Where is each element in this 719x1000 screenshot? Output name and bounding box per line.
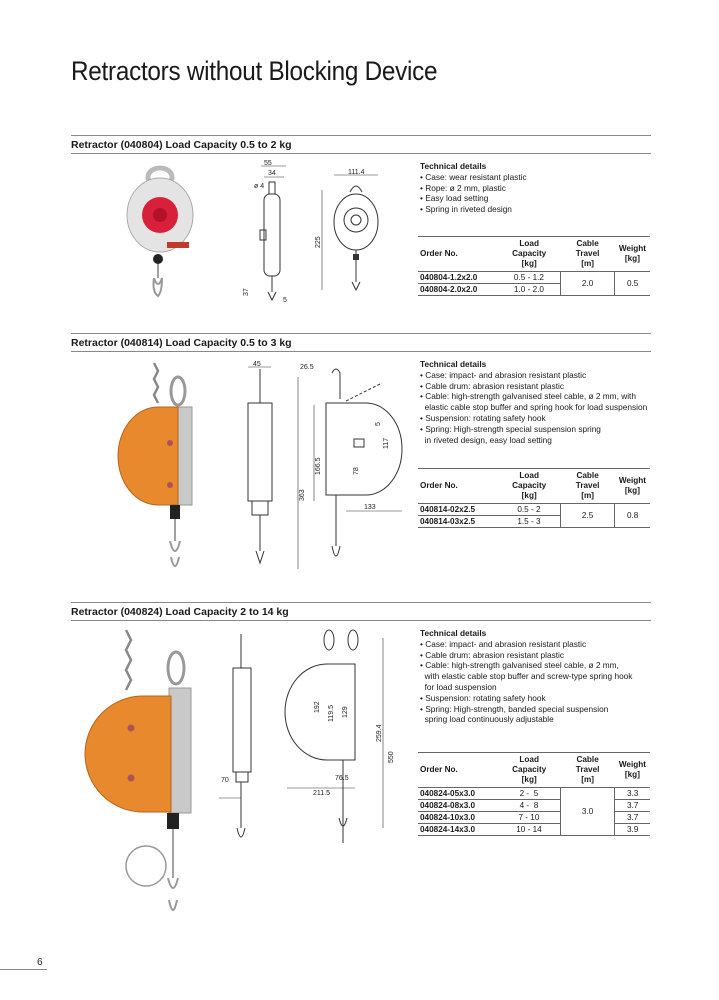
technical-details <box>420 161 660 215</box>
tech-item: • Cable: high-strength galvanised steel cable, ø 2 mm, with <box>420 391 636 402</box>
divider <box>0 969 47 970</box>
load-capacity: 0.5 - 1.2 <box>498 272 560 284</box>
svg-text:192: 192 <box>314 701 321 713</box>
tech-item: for load suspension <box>420 681 497 692</box>
cable-travel: 2.5 <box>560 504 614 528</box>
side-view-drawing <box>236 160 296 305</box>
divider <box>71 602 651 603</box>
section-040824 <box>71 602 651 947</box>
side-view-drawing <box>243 361 293 576</box>
divider <box>71 620 651 621</box>
order-no: 040824-05x3.0 <box>418 788 498 800</box>
tech-item: • Suspension: rotating safety hook <box>420 412 546 423</box>
front-view-drawing <box>283 628 403 853</box>
svg-text:ø 4: ø 4 <box>254 183 265 190</box>
table-row <box>418 272 650 284</box>
svg-text:70: 70 <box>221 777 229 784</box>
svg-text:37: 37 <box>243 288 250 296</box>
spec-table <box>418 468 650 528</box>
technical-details <box>420 359 660 445</box>
col-header: Weight [kg] <box>615 469 650 504</box>
table-row <box>418 824 650 836</box>
divider <box>71 333 651 334</box>
svg-text:166.5: 166.5 <box>315 457 322 475</box>
tech-item: elastic cable stop buffer and spring hook for load suspension <box>420 402 648 413</box>
tech-item: spring load continuously adjustable <box>420 714 554 725</box>
tech-item: • Case: impact- and abrasion resistant plastic <box>420 369 587 380</box>
col-header: Load Capacity [kg] <box>498 469 560 504</box>
load-capacity: 7 - 10 <box>498 812 560 824</box>
tech-item: • Spring: High-strength, banded special suspension <box>420 703 609 714</box>
svg-text:78: 78 <box>353 467 360 475</box>
retractor-040814-photo <box>116 361 206 576</box>
col-header: Cable Travel [m] <box>560 237 614 272</box>
order-no: 040804-1.2x2.0 <box>418 272 498 284</box>
tech-item: • Rope: ø 2 mm, plastic <box>420 182 506 193</box>
order-no: 040824-14x3.0 <box>418 824 498 836</box>
svg-text:211.5: 211.5 <box>313 790 330 797</box>
load-capacity: 1.5 - 3 <box>498 516 560 528</box>
svg-text:363: 363 <box>299 489 306 501</box>
side-view-drawing <box>219 628 279 853</box>
section-heading: Retractor (040814) Load Capacity 0.5 to 3 kg <box>71 337 292 349</box>
weight: 3.7 <box>615 812 650 824</box>
front-view-drawing <box>296 361 411 576</box>
col-header: Weight [kg] <box>615 237 650 272</box>
svg-text:34: 34 <box>268 170 276 177</box>
order-no: 040804-2.0x2.0 <box>418 284 498 296</box>
svg-text:55: 55 <box>264 160 272 167</box>
svg-text:111.4: 111.4 <box>348 169 365 176</box>
weight: 0.5 <box>615 272 650 296</box>
load-capacity: 1.0 - 2.0 <box>498 284 560 296</box>
tech-item: in riveted design, easy load setting <box>420 434 552 445</box>
retractor-040824-photo <box>71 628 221 943</box>
col-header: Order No. <box>418 469 498 504</box>
tech-title: Technical details <box>420 161 487 171</box>
divider <box>71 135 651 136</box>
svg-text:26.5: 26.5 <box>300 364 314 371</box>
spec-table <box>418 236 650 296</box>
cable-travel: 3.0 <box>560 788 614 836</box>
weight: 3.3 <box>615 788 650 800</box>
cable-travel: 2.0 <box>560 272 614 296</box>
load-capacity: 10 - 14 <box>498 824 560 836</box>
svg-text:45: 45 <box>253 361 261 368</box>
tech-item: • Cable: high-strength galvanised steel cable, ø 2 mm, <box>420 660 619 671</box>
table-row <box>418 504 650 516</box>
tech-item: • Suspension: rotating safety hook <box>420 692 546 703</box>
svg-text:259.4: 259.4 <box>376 724 383 742</box>
technical-details <box>420 628 660 725</box>
table-row <box>418 788 650 800</box>
tech-item: • Easy load setting <box>420 193 489 204</box>
page-title: Retractors without Blocking Device <box>71 56 438 86</box>
tech-title: Technical details <box>420 359 487 369</box>
svg-text:5: 5 <box>375 422 382 426</box>
svg-text:119.5: 119.5 <box>328 705 335 722</box>
load-capacity: 2 - 5 <box>498 788 560 800</box>
tech-item: • Spring: High-strength special suspension spring <box>420 423 601 434</box>
section-heading: Retractor (040804) Load Capacity 0.5 to 2 kg <box>71 139 292 151</box>
svg-text:117: 117 <box>383 437 390 449</box>
order-no: 040814-03x2.5 <box>418 516 498 528</box>
col-header: Order No. <box>418 237 498 272</box>
col-header: Load Capacity [kg] <box>498 753 560 788</box>
divider <box>71 153 651 154</box>
front-view-drawing <box>316 170 396 300</box>
spec-table <box>418 752 650 836</box>
retractor-040804-photo <box>123 165 198 300</box>
tech-item: • Case: impact- and abrasion resistant plastic <box>420 638 587 649</box>
col-header: Cable Travel [m] <box>560 753 614 788</box>
table-row <box>418 812 650 824</box>
tech-item: • Cable drum: abrasion resistant plastic <box>420 649 565 660</box>
svg-text:5: 5 <box>283 297 287 304</box>
table-row <box>418 800 650 812</box>
section-040814 <box>71 333 651 583</box>
tech-item: • Cable drum: abrasion resistant plastic <box>420 380 565 391</box>
tech-item: • Case: wear resistant plastic <box>420 171 527 182</box>
weight: 3.9 <box>615 824 650 836</box>
section-heading: Retractor (040824) Load Capacity 2 to 14 kg <box>71 606 289 618</box>
col-header: Cable Travel [m] <box>560 469 614 504</box>
order-no: 040824-08x3.0 <box>418 800 498 812</box>
weight: 0.8 <box>615 504 650 528</box>
col-header: Load Capacity [kg] <box>498 237 560 272</box>
order-no: 040824-10x3.0 <box>418 812 498 824</box>
weight: 3.7 <box>615 800 650 812</box>
svg-text:225: 225 <box>315 236 322 248</box>
section-040804 <box>71 135 651 305</box>
tech-title: Technical details <box>420 628 487 638</box>
tech-item: with elastic cable stop buffer and screw-type spring hook <box>420 671 633 682</box>
col-header: Order No. <box>418 753 498 788</box>
svg-text:76.5: 76.5 <box>335 775 349 782</box>
svg-text:133: 133 <box>364 504 376 511</box>
tech-item: • Spring in riveted design <box>420 204 512 215</box>
load-capacity: 0.5 - 2 <box>498 504 560 516</box>
load-capacity: 4 - 8 <box>498 800 560 812</box>
svg-text:129: 129 <box>342 706 349 718</box>
divider <box>71 351 651 352</box>
svg-text:550: 550 <box>388 751 395 763</box>
col-header: Weight [kg] <box>615 753 650 788</box>
order-no: 040814-02x2.5 <box>418 504 498 516</box>
page-number: 6 <box>37 957 43 968</box>
